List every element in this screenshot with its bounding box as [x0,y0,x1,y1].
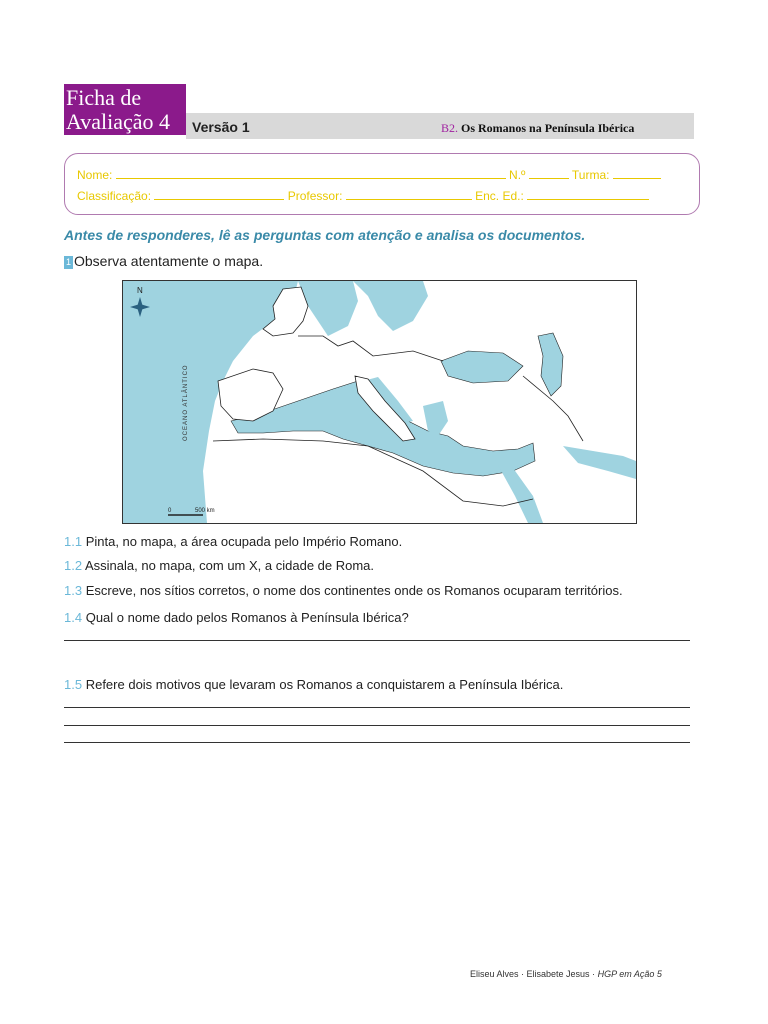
title-line-2: Avaliação 4 [66,109,171,134]
class-label: Turma: [571,168,610,182]
number-field[interactable] [529,168,569,179]
answer-line-1-5b[interactable] [64,725,690,726]
scale-label: 500 km [195,508,215,514]
subquestion-1-2 [64,558,374,573]
student-info-box [64,153,700,215]
subquestion-1-5 [64,677,563,692]
footer-book: HGP em Ação 5 [597,969,662,979]
worksheet-title [64,84,186,135]
scale-zero: 0 [168,508,172,514]
student-row-1 [77,168,661,182]
footer-authors: Eliseu Alves · Elisabete Jesus · [470,969,596,979]
version-label: Versão 1 [192,119,250,135]
subquestion-text: Assinala, no mapa, com um X, a cidade de Roma. [84,558,375,573]
theme-code: B2. [441,121,459,135]
mediterranean-map[interactable] [122,280,637,524]
subquestion-text: Qual o nome dado pelos Romanos à Península Ibérica? [85,610,409,625]
guardian-label: Enc. Ed.: [475,189,524,203]
subquestion-1-3 [64,583,623,598]
title-line-1: Ficha de [66,85,142,110]
subquestion-number: 1.2 [64,558,83,573]
instructions-text: Antes de responderes, lê as perguntas com atenção e analisa os documentos. [64,227,586,243]
theme-label [441,121,634,136]
question-text: Observa atentamente o mapa. [74,253,264,269]
subquestion-text: Pinta, no mapa, a área ocupada pelo Império Romano. [85,534,403,549]
ocean-label: OCEANO ATLÂNTICO [183,364,189,441]
class-field[interactable] [613,168,661,179]
subquestion-text: Refere dois motivos que levaram os Romanos a conquistarem a Península Ibérica. [85,677,564,692]
subquestion-1-4 [64,610,409,625]
subquestion-number: 1.5 [64,677,83,692]
empire-border [298,336,443,361]
persian-gulf [563,446,636,479]
number-label: N.º [509,168,526,182]
guardian-field[interactable] [527,189,649,200]
grade-field[interactable] [154,189,284,200]
subquestion-number: 1.1 [64,534,83,549]
question-1 [64,253,263,269]
name-label: Nome: [77,168,113,182]
black-sea [441,351,523,383]
caspian-sea [538,333,563,396]
footer-credits [470,969,662,979]
subquestion-text: Escreve, nos sítios corretos, o nome dos continentes onde os Romanos ocuparam territórios. [85,583,623,598]
grade-label: Classificação: [77,189,152,203]
teacher-label: Professor: [287,189,343,203]
answer-line-1-5a[interactable] [64,707,690,708]
student-row-2 [77,189,649,203]
map-drawing [123,281,636,523]
baltic-sea [353,281,428,331]
subquestion-1-1 [64,534,402,549]
question-number: 1 [65,256,71,267]
name-field[interactable] [116,168,506,179]
subquestion-number: 1.3 [64,583,83,598]
teacher-field[interactable] [346,189,472,200]
answer-line-1-5c[interactable] [64,742,690,743]
answer-line-1-4[interactable] [64,640,690,641]
north-label: N [137,286,143,295]
theme-title: Os Romanos na Península Ibérica [461,121,635,135]
subquestion-number: 1.4 [64,610,83,625]
